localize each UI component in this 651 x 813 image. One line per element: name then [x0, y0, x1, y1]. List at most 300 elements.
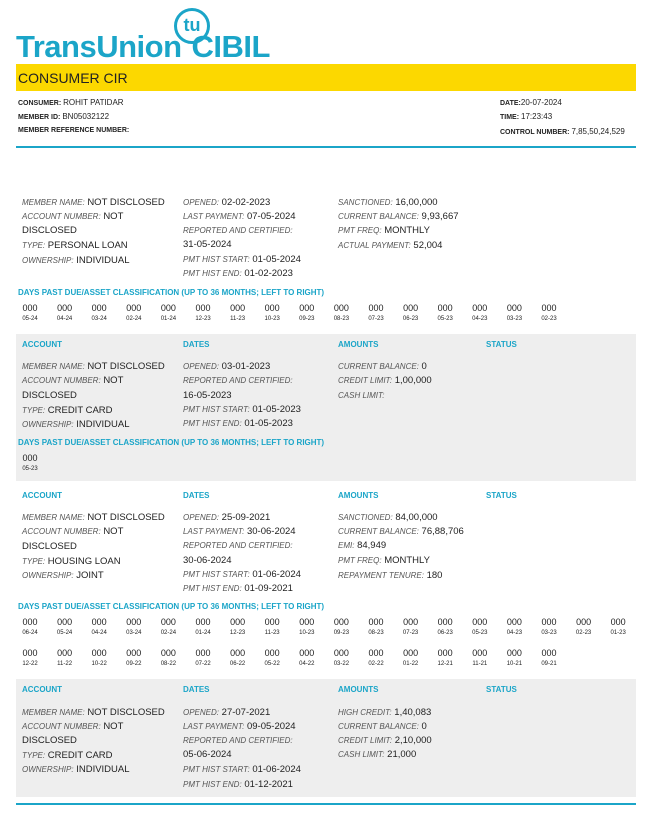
label: TYPE:	[22, 406, 46, 415]
value: 21,000	[387, 749, 417, 760]
dpd-cell	[255, 617, 289, 636]
dpd-value: 000	[264, 648, 280, 658]
dpd-cell	[13, 617, 47, 636]
dpd-value: 000	[472, 648, 488, 658]
dpd-value: 000	[472, 303, 488, 313]
value: 84,949	[357, 540, 387, 551]
value: 1,40,083	[394, 707, 432, 718]
label: HIGH CREDIT:	[338, 708, 392, 717]
dpd-value: 000	[437, 303, 453, 313]
value: 07-05-2024	[246, 211, 296, 222]
label: LAST PAYMENT:	[183, 722, 245, 731]
acc3-reported	[183, 539, 293, 554]
dpd-value: 000	[299, 303, 315, 313]
value: INDIVIDUAL	[76, 255, 130, 266]
acc3-dpd-heading: DAYS PAST DUE/ASSET CLASSIFICATION (UP TO 36 MONTHS; LEFT TO RIGHT)	[18, 602, 325, 611]
logo-wordmark	[16, 29, 270, 65]
value: NOT	[103, 211, 124, 222]
value: 27-07-2021	[221, 707, 271, 718]
dpd-cell	[221, 303, 255, 322]
label: OPENED:	[183, 198, 220, 207]
value: MONTHLY	[384, 225, 430, 236]
dpd-value: 000	[576, 617, 592, 627]
acc1-ownership	[22, 254, 130, 269]
dpd-month: 05-24	[22, 316, 38, 322]
dpd-month: 01-24	[160, 316, 177, 322]
dpd-value: 000	[195, 303, 211, 313]
dpd-cell	[324, 648, 358, 667]
dpd-value: 000	[610, 617, 626, 627]
acc3-repayment-tenure	[338, 569, 442, 584]
acc4-hist-start	[183, 763, 301, 778]
label: OPENED:	[183, 362, 220, 371]
dpd-value: 000	[368, 617, 384, 627]
dpd-cell	[13, 648, 47, 667]
value: 9,93,667	[421, 211, 459, 222]
value: INDIVIDUAL	[76, 419, 130, 430]
dpd-month: 02-24	[126, 316, 142, 322]
member-id-row	[18, 112, 109, 121]
value: HOUSING LOAN	[47, 556, 121, 567]
acc1-last-payment	[183, 210, 296, 225]
dpd-value: 000	[22, 617, 38, 627]
acc1-actual-payment	[338, 239, 442, 254]
value: 01-06-2024	[252, 569, 301, 580]
acc4-account-number	[22, 720, 123, 735]
control-number: 7,85,50,24,529	[571, 127, 625, 136]
acc1-type	[22, 239, 128, 254]
dpd-cell	[359, 303, 393, 322]
member-id-label: MEMBER ID:	[18, 114, 61, 121]
value: 76,88,706	[421, 526, 464, 537]
acc4-col-amounts: AMOUNTS	[338, 685, 379, 694]
dpd-month: 10-23	[264, 316, 280, 322]
value: CREDIT CARD	[47, 750, 113, 761]
acc1-account-number	[22, 210, 123, 225]
acc4-col-status: STATUS	[486, 685, 517, 694]
acc1-hist-start	[183, 253, 301, 268]
dpd-month: 07-23	[402, 630, 419, 636]
tu-logo-mark: tu	[174, 8, 210, 44]
acc3-account-number	[22, 525, 123, 540]
dpd-value: 000	[126, 617, 142, 627]
label: PMT HIST END:	[183, 780, 242, 789]
value: 84,00,000	[395, 512, 438, 523]
consumer-row	[18, 98, 124, 107]
dpd-value: 000	[368, 303, 384, 313]
transunion-cibil-logo	[16, 8, 316, 64]
acc3-reported-value: 30-06-2024	[183, 555, 232, 566]
dpd-month: 01-24	[195, 630, 211, 636]
dpd-cell	[497, 648, 531, 667]
dpd-value: 000	[160, 617, 176, 627]
dpd-month: 02-22	[368, 661, 384, 667]
value: NOT	[103, 721, 124, 732]
dpd-value: 000	[506, 617, 522, 627]
label: MEMBER NAME:	[22, 708, 85, 717]
acc3-col-amounts: AMOUNTS	[338, 491, 379, 500]
label: MEMBER NAME:	[22, 198, 85, 207]
dpd-value: 000	[57, 303, 73, 313]
value: NOT DISCLOSED	[87, 707, 165, 718]
report-title: CONSUMER CIR	[18, 70, 128, 86]
label: OWNERSHIP:	[22, 571, 74, 580]
acc3-current-balance	[338, 525, 464, 540]
acc1-opened	[183, 196, 270, 211]
dpd-value: 000	[22, 648, 38, 658]
dpd-value: 000	[403, 617, 419, 627]
label: OWNERSHIP:	[22, 765, 74, 774]
report-time: 17:23:43	[521, 112, 553, 121]
consumer-name: ROHIT PATIDAR	[63, 98, 124, 107]
dpd-cell	[532, 648, 566, 667]
acc4-current-balance	[338, 720, 427, 735]
dpd-month: 06-23	[437, 630, 453, 636]
value: 02-02-2023	[221, 197, 271, 208]
dpd-value: 000	[333, 303, 349, 313]
label: PMT HIST END:	[183, 419, 242, 428]
dpd-month: 10-21	[506, 661, 523, 667]
logo-product: CIBIL	[191, 29, 270, 64]
acc2-dpd-heading: DAYS PAST DUE/ASSET CLASSIFICATION (UP TO 36 MONTHS; LEFT TO RIGHT)	[18, 438, 325, 447]
value: MONTHLY	[384, 555, 430, 566]
value: NOT	[103, 375, 124, 386]
value: 52,004	[413, 240, 443, 251]
label: CREDIT LIMIT:	[338, 376, 393, 385]
dpd-cell	[117, 648, 151, 667]
label: SANCTIONED:	[338, 513, 393, 522]
acc2-account-number	[22, 374, 123, 389]
control-row	[500, 127, 625, 136]
dpd-month: 02-23	[541, 316, 557, 322]
dpd-month: 03-22	[333, 661, 350, 667]
acc4-ownership	[22, 763, 130, 778]
dpd-month: 05-22	[264, 661, 280, 667]
member-id: BN05032122	[62, 112, 110, 121]
label: TYPE:	[22, 751, 46, 760]
date-row	[500, 98, 562, 107]
dpd-month: 08-23	[333, 316, 350, 322]
dpd-cell	[186, 617, 220, 636]
acc2-cash-limit	[338, 389, 385, 404]
dpd-month: 03-24	[126, 630, 142, 636]
dpd-cell	[82, 648, 116, 667]
dpd-value: 000	[230, 617, 246, 627]
value: 01-06-2024	[252, 764, 301, 775]
acc3-col-account: ACCOUNT	[22, 491, 62, 500]
value: 1,00,000	[394, 375, 432, 386]
dpd-value: 000	[126, 648, 142, 658]
value: 30-06-2024	[246, 526, 296, 537]
acc4-last-payment	[183, 720, 296, 735]
label: ACTUAL PAYMENT:	[338, 241, 411, 250]
label: PMT HIST END:	[183, 269, 242, 278]
dpd-value: 000	[506, 303, 522, 313]
dpd-month: 08-23	[368, 630, 384, 636]
acc1-pmt-freq	[338, 224, 430, 239]
acc4-col-dates: DATES	[183, 685, 210, 694]
dpd-month: 12-21	[437, 661, 453, 667]
dpd-month: 11-22	[57, 661, 73, 667]
value: 25-09-2021	[221, 512, 271, 523]
dpd-cell	[151, 303, 185, 322]
acc2-hist-start	[183, 403, 301, 418]
dpd-value: 000	[506, 648, 522, 658]
label: CURRENT BALANCE:	[338, 722, 419, 731]
dpd-value: 000	[57, 617, 73, 627]
dpd-cell	[463, 303, 497, 322]
dpd-cell	[48, 648, 82, 667]
dpd-month: 11-21	[472, 661, 488, 667]
label: REPORTED AND CERTIFIED:	[183, 376, 293, 385]
dpd-value: 000	[437, 648, 453, 658]
acc3-emi	[338, 539, 386, 554]
dpd-cell	[394, 617, 428, 636]
acc2-col-account: ACCOUNT	[22, 340, 62, 349]
value: NOT DISCLOSED	[87, 197, 165, 208]
label: OPENED:	[183, 708, 220, 717]
acc1-sanctioned	[338, 196, 438, 211]
dpd-cell	[497, 303, 531, 322]
dpd-cell	[290, 303, 324, 322]
acc2-current-balance	[338, 360, 427, 375]
dpd-cell	[186, 648, 220, 667]
acc1-reported	[183, 224, 293, 239]
dpd-cell	[428, 303, 462, 322]
acc4-high-credit	[338, 706, 431, 721]
label: OWNERSHIP:	[22, 256, 74, 265]
dpd-cell	[221, 617, 255, 636]
acc4-reported-value: 05-06-2024	[183, 749, 232, 760]
dpd-month: 11-23	[230, 316, 246, 322]
dpd-cell	[290, 648, 324, 667]
dpd-cell	[48, 617, 82, 636]
dpd-cell	[82, 303, 116, 322]
dpd-month: 11-23	[264, 630, 280, 636]
footer-divider	[16, 803, 636, 805]
dpd-value: 000	[541, 648, 557, 658]
acc3-col-status: STATUS	[486, 491, 517, 500]
control-label: CONTROL NUMBER:	[500, 129, 570, 136]
label: CURRENT BALANCE:	[338, 362, 419, 371]
value: 0	[421, 361, 427, 372]
dpd-value: 000	[403, 648, 419, 658]
label: PMT HIST END:	[183, 584, 242, 593]
acc4-credit-limit	[338, 734, 432, 749]
dpd-month: 06-23	[402, 316, 419, 322]
dpd-cell	[186, 303, 220, 322]
acc1-member-name	[22, 196, 165, 211]
dpd-value: 000	[472, 617, 488, 627]
dpd-month: 05-23	[437, 316, 453, 322]
label: REPORTED AND CERTIFIED:	[183, 541, 293, 550]
dpd-value: 000	[22, 453, 38, 463]
dpd-value: 000	[22, 303, 38, 313]
time-label: TIME:	[500, 114, 520, 121]
dpd-month: 06-24	[22, 630, 38, 636]
value: 01-05-2024	[252, 254, 301, 265]
value: 01-02-2023	[244, 268, 293, 279]
acc2-col-amounts: AMOUNTS	[338, 340, 379, 349]
value: NOT	[103, 526, 124, 537]
dpd-cell	[255, 648, 289, 667]
dpd-value: 000	[195, 648, 211, 658]
acc4-cash-limit	[338, 748, 416, 763]
label: ACCOUNT NUMBER:	[22, 722, 101, 731]
acc4-reported	[183, 734, 293, 749]
dpd-month: 03-23	[506, 316, 523, 322]
acc3-col-dates: DATES	[183, 491, 210, 500]
acc2-reported	[183, 374, 293, 389]
value: NOT DISCLOSED	[87, 512, 165, 523]
dpd-month: 12-23	[195, 316, 211, 322]
dpd-cell	[532, 617, 566, 636]
dpd-cell	[532, 303, 566, 322]
dpd-cell	[151, 617, 185, 636]
dpd-month: 12-22	[22, 661, 38, 667]
acc4-member-name	[22, 706, 165, 721]
dpd-value: 000	[160, 648, 176, 658]
dpd-value: 000	[333, 648, 349, 658]
dpd-cell	[255, 303, 289, 322]
dpd-cell	[601, 617, 635, 636]
date-label: DATE:	[500, 100, 521, 107]
dpd-value: 000	[264, 303, 280, 313]
dpd-value: 000	[333, 617, 349, 627]
dpd-month: 06-22	[229, 661, 246, 667]
dpd-value: 000	[230, 303, 246, 313]
label: LAST PAYMENT:	[183, 212, 245, 221]
acc1-reported-value: 31-05-2024	[183, 239, 232, 250]
dpd-cell	[290, 617, 324, 636]
header-divider	[16, 146, 636, 148]
dpd-cell	[324, 303, 358, 322]
dpd-value: 000	[91, 617, 107, 627]
dpd-value: 000	[299, 648, 315, 658]
dpd-cell	[394, 303, 428, 322]
dpd-month: 10-23	[299, 630, 315, 636]
dpd-month: 05-23	[22, 466, 38, 472]
dpd-month: 08-22	[160, 661, 177, 667]
value: JOINT	[76, 570, 104, 581]
value: 09-05-2024	[246, 721, 296, 732]
value: 0	[421, 721, 427, 732]
dpd-cell	[13, 303, 47, 322]
dpd-value: 000	[368, 648, 384, 658]
dpd-month: 04-24	[91, 630, 107, 636]
label: PMT HIST START:	[183, 765, 250, 774]
acc4-type	[22, 749, 113, 764]
dpd-month: 09-22	[126, 661, 142, 667]
logo-brand: TransUnion	[16, 29, 182, 64]
label: ACCOUNT NUMBER:	[22, 527, 101, 536]
label: REPAYMENT TENURE:	[338, 571, 424, 580]
acc4-opened	[183, 706, 270, 721]
acc2-credit-limit	[338, 374, 432, 389]
label: OPENED:	[183, 513, 220, 522]
acc3-sanctioned	[338, 511, 438, 526]
label: PMT HIST START:	[183, 570, 250, 579]
dpd-month: 12-23	[229, 630, 246, 636]
dpd-value: 000	[437, 617, 453, 627]
value: 01-12-2021	[244, 779, 293, 790]
acc2-member-name	[22, 360, 165, 375]
acc2-account-number-cont: DISCLOSED	[22, 390, 77, 401]
value: INDIVIDUAL	[76, 764, 130, 775]
dpd-month: 07-22	[195, 661, 211, 667]
dpd-month: 05-24	[56, 630, 73, 636]
acc3-ownership	[22, 569, 104, 584]
dpd-cell	[359, 617, 393, 636]
dpd-value: 000	[541, 617, 557, 627]
dpd-value: 000	[91, 648, 107, 658]
value: 180	[426, 570, 443, 581]
dpd-cell	[359, 648, 393, 667]
value: 01-05-2023	[244, 418, 293, 429]
dpd-month: 09-23	[333, 630, 350, 636]
member-ref-label: MEMBER REFERENCE NUMBER:	[18, 127, 130, 134]
dpd-cell	[428, 648, 462, 667]
dpd-month: 01-23	[610, 630, 626, 636]
acc3-pmt-freq	[338, 554, 430, 569]
label: CASH LIMIT:	[338, 750, 385, 759]
acc3-hist-start	[183, 568, 301, 583]
value: NOT DISCLOSED	[87, 361, 165, 372]
label: SANCTIONED:	[338, 198, 393, 207]
acc4-account-number-cont: DISCLOSED	[22, 735, 77, 746]
dpd-cell	[394, 648, 428, 667]
dpd-month: 09-21	[541, 661, 557, 667]
dpd-cell	[567, 617, 601, 636]
label: CASH LIMIT:	[338, 391, 385, 400]
label: TYPE:	[22, 557, 46, 566]
acc4-panel	[16, 679, 636, 797]
dpd-month: 04-23	[472, 316, 488, 322]
dpd-month: 07-23	[368, 316, 384, 322]
acc1-dpd-heading: DAYS PAST DUE/ASSET CLASSIFICATION (UP TO 36 MONTHS; LEFT TO RIGHT)	[18, 288, 325, 297]
label: LAST PAYMENT:	[183, 527, 245, 536]
dpd-cell	[117, 617, 151, 636]
acc2-type	[22, 404, 113, 419]
dpd-month: 04-23	[506, 630, 523, 636]
acc3-type	[22, 555, 121, 570]
acc3-member-name	[22, 511, 165, 526]
value: 16,00,000	[395, 197, 438, 208]
label: REPORTED AND CERTIFIED:	[183, 736, 293, 745]
dpd-cell	[324, 617, 358, 636]
acc3-opened	[183, 511, 270, 526]
time-row	[500, 112, 552, 121]
consumer-label: CONSUMER:	[18, 100, 62, 107]
value: CREDIT CARD	[47, 405, 113, 416]
label: EMI:	[338, 541, 355, 550]
acc2-opened	[183, 360, 270, 375]
value: 01-05-2023	[252, 404, 301, 415]
dpd-month: 01-22	[402, 661, 419, 667]
label: ACCOUNT NUMBER:	[22, 212, 101, 221]
acc4-col-account: ACCOUNT	[22, 685, 62, 694]
acc2-hist-end	[183, 417, 293, 432]
dpd-value: 000	[160, 303, 176, 313]
acc3-hist-end	[183, 582, 293, 597]
dpd-month: 03-24	[91, 316, 107, 322]
dpd-month: 03-23	[541, 630, 557, 636]
dpd-value: 000	[264, 617, 280, 627]
report-date: 20-07-2024	[520, 98, 562, 107]
dpd-cell	[13, 453, 47, 472]
dpd-value: 000	[230, 648, 246, 658]
acc4-hist-end	[183, 778, 293, 793]
